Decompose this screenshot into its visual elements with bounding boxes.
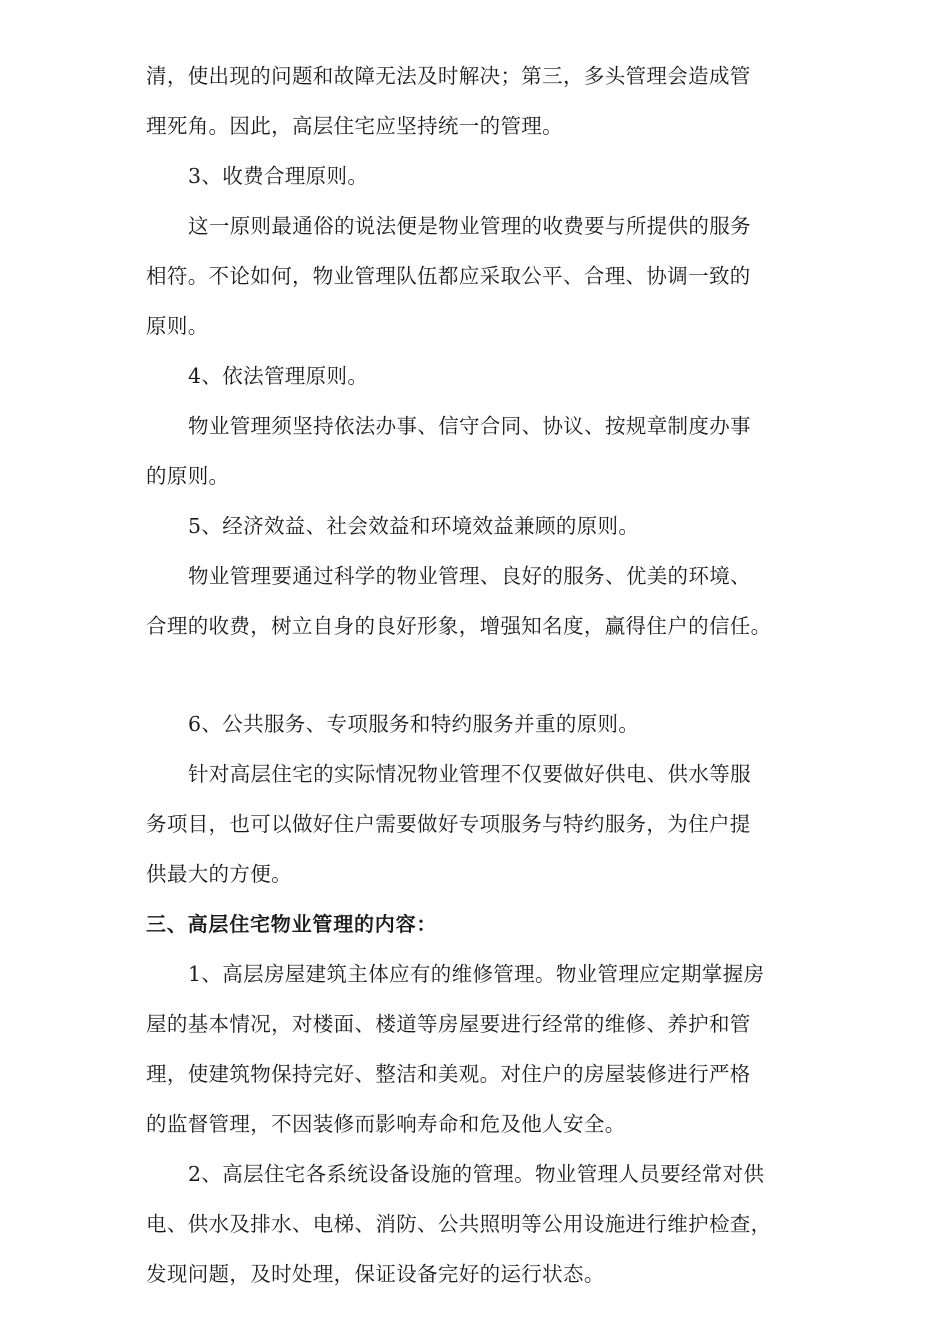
paragraph-line: 发现问题，及时处理，保证设备完好的运行状态。 — [146, 1262, 605, 1286]
section-3-heading: 三、高层住宅物业管理的内容： — [146, 912, 438, 936]
paragraph-line: 这一原则最通俗的说法便是物业管理的收费要与所提供的服务 — [188, 214, 751, 238]
principle-4-title: 4、依法管理原则。 — [188, 364, 369, 388]
principle-6-title: 6、公共服务、专项服务和特约服务并重的原则。 — [188, 712, 640, 736]
paragraph-line: 电、供水及排水、电梯、消防、公共照明等公用设施进行维护检查， — [146, 1212, 772, 1236]
paragraph-line: 理死角。因此，高层住宅应坚持统一的管理。 — [146, 114, 563, 138]
paragraph-line: 供最大的方便。 — [146, 862, 292, 886]
paragraph-line: 相符。不论如何，物业管理队伍都应采取公平、合理、协调一致的 — [146, 264, 751, 288]
paragraph-line: 2、高层住宅各系统设备设施的管理。物业管理人员要经常对供 — [188, 1162, 765, 1186]
paragraph-line: 合理的收费，树立自身的良好形象，增强知名度，赢得住户的信任。 — [146, 614, 772, 638]
paragraph-line: 的监督管理，不因装修而影响寿命和危及他人安全。 — [146, 1112, 626, 1136]
paragraph-line: 理，使建筑物保持完好、整洁和美观。对住户的房屋装修进行严格 — [146, 1062, 751, 1086]
paragraph-line: 1、高层房屋建筑主体应有的维修管理。物业管理应定期掌握房 — [188, 962, 765, 986]
paragraph-line: 针对高层住宅的实际情况物业管理不仅要做好供电、供水等服 — [188, 762, 751, 786]
principle-3-title: 3、收费合理原则。 — [188, 164, 369, 188]
paragraph-line: 物业管理须坚持依法办事、信守合同、协议、按规章制度办事 — [188, 414, 751, 438]
paragraph-line: 物业管理要通过科学的物业管理、良好的服务、优美的环境、 — [188, 564, 751, 588]
principle-5-title: 5、经济效益、社会效益和环境效益兼顾的原则。 — [188, 514, 640, 538]
paragraph-line: 务项目，也可以做好住户需要做好专项服务与特约服务，为住户提 — [146, 812, 751, 836]
paragraph-line: 清，使出现的问题和故障无法及时解决；第三，多头管理会造成管 — [146, 64, 751, 88]
paragraph-line: 屋的基本情况，对楼面、楼道等房屋要进行经常的维修、养护和管 — [146, 1012, 751, 1036]
paragraph-line: 原则。 — [146, 314, 209, 338]
paragraph-line: 的原则。 — [146, 464, 230, 488]
